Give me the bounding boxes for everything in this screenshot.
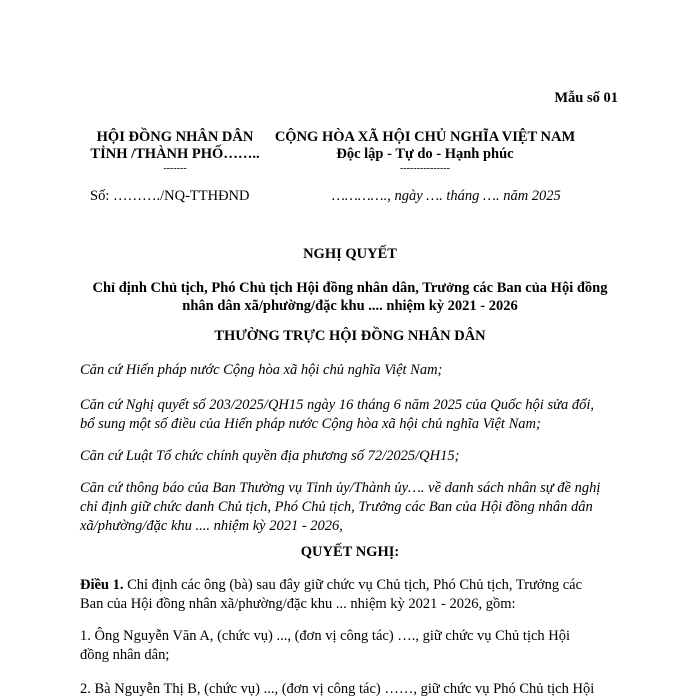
document-date: …………., ngày …. tháng …. năm 2025 <box>332 188 561 204</box>
article-line <box>80 576 620 595</box>
national-motto <box>255 129 595 175</box>
article-text: Chỉ định các ông (bà) sau đây giữ chức vụ Chủ tịch, Phó Chủ tịch, Trưởng các <box>123 577 583 593</box>
motto: Độc lập - Tự do - Hạnh phúc <box>336 146 514 162</box>
basis-line: Căn cứ thông báo của Ban Thường vụ Tỉnh ủy/Thành ủy…. về danh sách nhân sự đề nghị <box>80 480 601 496</box>
basis-line: chỉ định giữ chức danh Chủ tịch, Phó Chủ tịch, Trưởng các Ban của Hội đồng nhân dân <box>80 499 593 515</box>
basis-line: Căn cứ Luật Tổ chức chính quyền địa phương số 72/2025/QH15; <box>80 448 460 464</box>
subtitle-line: nhân dân xã/phường/đặc khu .... nhiệm kỳ 2021 - 2026 <box>182 298 518 314</box>
document-subtitle <box>50 279 650 315</box>
issuing-authority <box>75 129 275 175</box>
authority-line1: HỘI ĐỒNG NHÂN DÂN <box>96 129 254 145</box>
item-line: 1. Ông Nguyễn Văn A, (chức vụ) ..., (đơn vị công tác) …., giữ chức vụ Chủ tịch Hội <box>80 628 571 644</box>
basis-line: bổ sung một số điều của Hiến pháp nước Cộng hòa xã hội chủ nghĩa Việt Nam; <box>80 416 541 432</box>
article-line: Ban của Hội đồng nhân xã/phường/đặc khu ... nhiệm kỳ 2021 - 2026, gồm: <box>80 596 516 612</box>
authority-divider: ------- <box>163 163 187 174</box>
legal-basis <box>80 361 620 380</box>
document-number: Số: ………./NQ-TTHĐND <box>90 188 250 204</box>
basis-line: xã/phường/đặc khu .... nhiệm kỳ 2021 - 2026, <box>80 518 343 534</box>
list-item <box>80 627 620 665</box>
motto-divider: --------------- <box>400 163 450 174</box>
item-line: đồng nhân dân; <box>80 647 170 663</box>
country-name: CỘNG HÒA XÃ HỘI CHỦ NGHĨA VIỆT NAM <box>274 129 576 145</box>
basis-line: Căn cứ Nghị quyết số 203/2025/QH15 ngày 16 tháng 6 năm 2025 của Quốc hội sửa đổi, <box>80 397 595 413</box>
basis-line: Căn cứ Hiến pháp nước Cộng hòa xã hội chủ nghĩa Việt Nam; <box>80 362 443 378</box>
document-type: NGHỊ QUYẾT <box>303 246 397 262</box>
article-1 <box>80 576 620 614</box>
legal-basis <box>80 447 620 466</box>
item-line: 2. Bà Nguyễn Thị B, (chức vụ) ..., (đơn vị công tác) ……, giữ chức vụ Phó Chủ tịch Hội <box>80 681 595 697</box>
resolves-heading: QUYẾT NGHỊ: <box>300 544 400 560</box>
authority-line2: TỈNH /THÀNH PHỐ…….. <box>90 146 260 162</box>
subtitle-line: Chỉ định Chủ tịch, Phó Chủ tịch Hội đồng nhân dân, Trưởng các Ban của Hội đồng <box>92 280 608 296</box>
form-number: Mẫu số 01 <box>554 90 618 106</box>
article-label: Điều 1. <box>80 577 124 593</box>
issuer-title: THƯỜNG TRỰC HỘI ĐỒNG NHÂN DÂN <box>214 328 486 344</box>
list-item <box>80 680 620 699</box>
legal-basis <box>80 396 620 434</box>
legal-basis <box>80 479 620 536</box>
